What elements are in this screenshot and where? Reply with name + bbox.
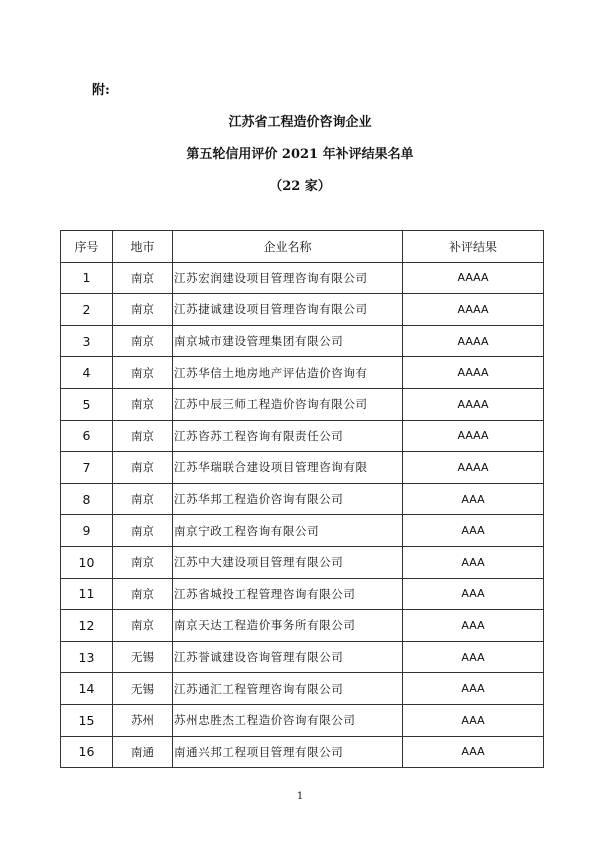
table-row — [61, 546, 544, 578]
column-header-city: 地市 — [113, 231, 173, 263]
row-number-cell: 15 — [61, 704, 113, 736]
row-result-cell: AAAA — [403, 388, 544, 420]
row-company-cell: 苏州忠胜杰工程造价咨询有限公司 — [173, 704, 403, 736]
table-row — [61, 325, 544, 357]
row-result-cell: AAA — [403, 515, 544, 547]
row-city-cell: 无锡 — [113, 673, 173, 705]
row-company-cell: 江苏华瑞联合建设项目管理咨询有限 — [173, 452, 403, 484]
table-row — [61, 420, 544, 452]
row-city-cell: 南京 — [113, 578, 173, 610]
row-number-cell: 1 — [61, 262, 113, 294]
column-header-company: 企业名称 — [173, 231, 403, 263]
row-company-cell: 南京宁政工程咨询有限公司 — [173, 515, 403, 547]
row-number-cell: 7 — [61, 452, 113, 484]
row-number-cell: 3 — [61, 325, 113, 357]
page-number: 1 — [296, 791, 304, 802]
row-company-cell: 江苏中辰三师工程造价咨询有限公司 — [173, 388, 403, 420]
row-result-cell: AAA — [403, 673, 544, 705]
row-result-cell: AAA — [403, 736, 544, 768]
row-number-cell: 5 — [61, 388, 113, 420]
row-number-cell: 10 — [61, 546, 113, 578]
document-title-line1: 江苏省工程造价咨询企业 — [228, 115, 372, 130]
table-row — [61, 262, 544, 294]
row-city-cell: 南京 — [113, 515, 173, 547]
table-header-row — [61, 231, 544, 263]
results-table — [60, 230, 544, 768]
row-number-cell: 2 — [61, 294, 113, 326]
row-city-cell: 无锡 — [113, 641, 173, 673]
table-row — [61, 388, 544, 420]
row-result-cell: AAA — [403, 704, 544, 736]
row-result-cell: AAA — [403, 578, 544, 610]
row-company-cell: 南京城市建设管理集团有限公司 — [173, 325, 403, 357]
row-city-cell: 南通 — [113, 736, 173, 768]
table-row — [61, 704, 544, 736]
row-result-cell: AAAA — [403, 357, 544, 389]
row-result-cell: AAAA — [403, 294, 544, 326]
row-company-cell: 南通兴邦工程项目管理有限公司 — [173, 736, 403, 768]
row-city-cell: 南京 — [113, 388, 173, 420]
row-number-cell: 9 — [61, 515, 113, 547]
column-header-result: 补评结果 — [403, 231, 544, 263]
table-row — [61, 641, 544, 673]
row-company-cell: 江苏誉诚建设咨询管理有限公司 — [173, 641, 403, 673]
row-company-cell: 江苏通汇工程管理咨询有限公司 — [173, 673, 403, 705]
table-row — [61, 515, 544, 547]
row-result-cell: AAAA — [403, 452, 544, 484]
table-row — [61, 578, 544, 610]
row-number-cell: 4 — [61, 357, 113, 389]
row-number-cell: 6 — [61, 420, 113, 452]
row-company-cell: 江苏华信土地房地产评估造价咨询有 — [173, 357, 403, 389]
row-company-cell: 江苏省城投工程管理咨询有限公司 — [173, 578, 403, 610]
row-number-cell: 12 — [61, 610, 113, 642]
table-row — [61, 610, 544, 642]
row-company-cell: 江苏捷诚建设项目管理咨询有限公司 — [173, 294, 403, 326]
row-result-cell: AAA — [403, 610, 544, 642]
row-company-cell: 江苏咨苏工程咨询有限责任公司 — [173, 420, 403, 452]
row-number-cell: 8 — [61, 483, 113, 515]
row-city-cell: 南京 — [113, 325, 173, 357]
row-result-cell: AAA — [403, 641, 544, 673]
column-header-number: 序号 — [61, 231, 113, 263]
table-row — [61, 294, 544, 326]
table-row — [61, 736, 544, 768]
row-city-cell: 南京 — [113, 294, 173, 326]
row-company-cell: 南京天达工程造价事务所有限公司 — [173, 610, 403, 642]
row-city-cell: 南京 — [113, 483, 173, 515]
row-number-cell: 13 — [61, 641, 113, 673]
row-company-cell: 江苏宏润建设项目管理咨询有限公司 — [173, 262, 403, 294]
row-city-cell: 南京 — [113, 546, 173, 578]
row-result-cell: AAAA — [403, 420, 544, 452]
attachment-label: 附: — [92, 83, 110, 98]
row-city-cell: 南京 — [113, 262, 173, 294]
table-row — [61, 357, 544, 389]
table-body — [61, 262, 544, 768]
row-city-cell: 南京 — [113, 420, 173, 452]
table-row — [61, 673, 544, 705]
row-result-cell: AAAA — [403, 325, 544, 357]
row-city-cell: 苏州 — [113, 704, 173, 736]
row-result-cell: AAA — [403, 483, 544, 515]
document-title-line2: 第五轮信用评价 2021 年补评结果名单 — [186, 147, 414, 162]
row-result-cell: AAAA — [403, 262, 544, 294]
row-number-cell: 14 — [61, 673, 113, 705]
table-row — [61, 483, 544, 515]
row-number-cell: 16 — [61, 736, 113, 768]
table-row — [61, 452, 544, 484]
row-result-cell: AAA — [403, 546, 544, 578]
document-count-line: （22 家） — [269, 179, 331, 194]
row-city-cell: 南京 — [113, 357, 173, 389]
row-company-cell: 江苏华邦工程造价咨询有限公司 — [173, 483, 403, 515]
row-city-cell: 南京 — [113, 610, 173, 642]
row-number-cell: 11 — [61, 578, 113, 610]
row-company-cell: 江苏中大建设项目管理有限公司 — [173, 546, 403, 578]
row-city-cell: 南京 — [113, 452, 173, 484]
